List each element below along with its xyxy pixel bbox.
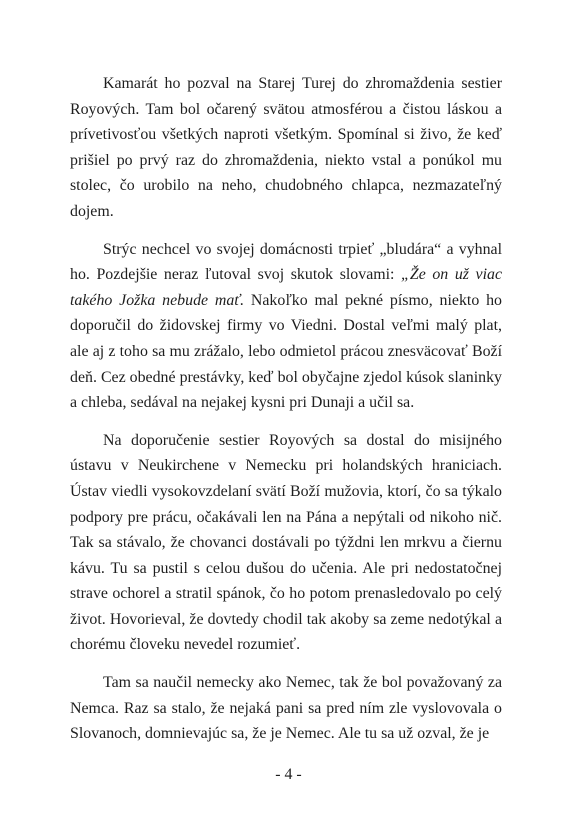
paragraph-2-quote: „Že on už viac takého Jožka nebude mať. (70, 266, 502, 309)
paragraph-4: Tam sa naučil nemecky ako Nemec, tak že bol považovaný za Nemca. Raz sa stalo, že nejaká pani sa pred ním zle vyslovovala o Slovanoch, domnievajúc sa, že je Nemec. Ale tu sa už ozval, že je (70, 674, 502, 743)
paragraph-1: Kamarát ho pozval na Starej Turej do zhromaždenia sestier Royových. Tam bol očarený svätou atmosférou a čistou láskou a prívetivosťou všetkých naproti všetkým. Spomínal si živo, že keď prišiel po prvý raz do zhromaždenia, niekto vstal a ponúkol mu stolec, čo urobilo na neho, chudobného chlapca, nezmazateľný dojem. (70, 75, 502, 220)
paragraph-2-after: Nakoľko mal pekné písmo, niekto ho doporučil do židovskej firmy vo Viedni. Dostal veľmi malý plat, ale aj z toho sa mu zrážalo, lebo odmietol prácou znesväcovať Boží deň. Cez obedné prestávky, keď bol obyčajne zjedol kúsok slaninky a chleba, sedával na nejakej kysni pri Dunaji a učil sa. (70, 291, 502, 412)
paragraph-2-before: Strýc nechcel vo svojej domácnosti trpieť „bludára“ a vyhnal ho. Pozdejšie neraz ľutoval svoj skutok slovami: (70, 240, 502, 284)
page-body (70, 71, 502, 759)
paragraph-2 (70, 237, 502, 416)
page-number: - 4 - (275, 766, 302, 783)
paragraph-3: Na doporučenie sestier Royových sa dostal do misijného ústavu v Neukirchene v Nemecku pri holandských hraniciach. Ústav viedli vysokovzdelaní svätí Boží mužovia, ktorí, čo sa týkalo podpory pre prácu, očakávali len na Pána a nepýtali od nikoho nič. Tak sa stávalo, že chovanci dostávali po týždni len mrkvu a čiernu kávu. Tu sa pustil s celou dušou do učenia. Ale pri nedostatočnej strave ochorel a stratil spánok, čo ho potom prenasledovalo po celý život. Hovorieval, že dovtedy chodil tak akoby sa zeme nedotýkal a chorému človeku nevedel rozumieť. (70, 431, 502, 654)
